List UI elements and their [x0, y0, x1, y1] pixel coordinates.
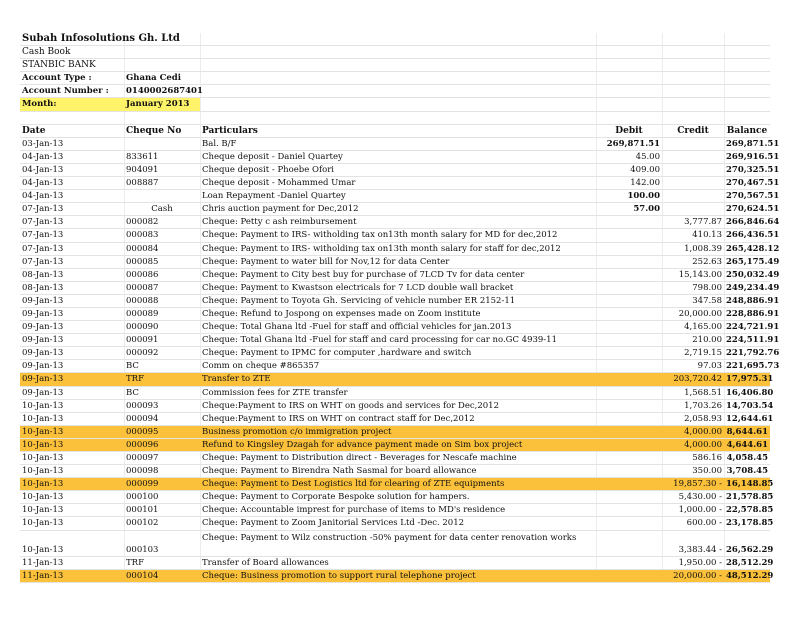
cell-balance: 266,846.64	[726, 217, 780, 228]
cell-debit	[596, 360, 662, 372]
table-row	[20, 190, 780, 203]
cell-date: 09-Jan-13	[22, 308, 64, 319]
table-row	[20, 570, 774, 583]
header-date: Date	[22, 125, 46, 136]
cell-date: 10-Jan-13	[22, 453, 64, 463]
cell-date: 04-Jan-13	[22, 151, 64, 162]
table-row	[20, 531, 774, 557]
cell-debit	[596, 478, 662, 490]
cell-balance: 28,512.29	[726, 557, 774, 568]
cell-debit	[596, 282, 662, 294]
cell-debit	[596, 321, 662, 333]
table-row	[20, 557, 774, 570]
cell-cheque: 000085	[126, 256, 159, 267]
cell-date: 10-Jan-13	[22, 413, 64, 424]
cell-credit: 5,430.00 -	[678, 492, 722, 503]
header-cheque: Cheque No	[126, 125, 182, 136]
cell-date: 11-Jan-13	[22, 557, 64, 568]
company-row	[20, 33, 770, 46]
cell-credit	[662, 203, 724, 215]
cell-particulars: Cheque: Payment to IRS- witholding tax on13th month salary for staff for dec,2012	[202, 243, 561, 254]
cell-credit: 410.13	[692, 230, 722, 241]
transaction-rows	[20, 138, 780, 583]
cell-balance: 48,512.29	[726, 570, 774, 581]
cell-cheque: 000091	[126, 335, 159, 346]
header-debit: Debit	[615, 125, 643, 136]
cell-particulars: Cheque: Payment to Distribution direct - Beverages for Nescafe machine	[202, 453, 517, 463]
cell-date: 08-Jan-13	[22, 282, 64, 293]
cell-balance: 221,695.73	[726, 361, 780, 372]
table-row	[20, 413, 774, 426]
cell-debit	[596, 426, 662, 438]
cell-particulars: Cheque: Total Ghana ltd -Fuel for staff and official vehicles for jan.2013	[202, 322, 512, 333]
cell-debit	[596, 491, 662, 503]
cell-credit: 1,950.00 -	[678, 557, 722, 568]
account-number-label: Account Number :	[22, 86, 109, 97]
cell-date: 03-Jan-13	[22, 138, 64, 149]
cell-credit: 20,000.00 -	[673, 570, 722, 581]
cell-particulars: Cheque: Payment to IPMC for computer ,hardware and switch	[202, 348, 472, 359]
cell-particulars: Cheque: Accountable imprest for purchase of items to MD's residence	[202, 505, 506, 516]
table-row	[20, 465, 770, 478]
table-row	[20, 282, 780, 295]
cell-debit	[596, 308, 662, 320]
cell-date: 07-Jan-13	[22, 230, 64, 241]
cell-cheque: 000100	[126, 492, 159, 503]
cell-debit	[596, 387, 662, 399]
account-number-row	[20, 85, 770, 98]
cell-balance: 4,644.61	[726, 439, 768, 450]
cell-balance: 224,511.91	[726, 335, 780, 346]
cell-cheque: 000099	[126, 479, 159, 490]
cell-date: 09-Jan-13	[22, 322, 64, 333]
cell-balance: 250,032.49	[726, 269, 780, 280]
cell-credit: 1,000.00 -	[678, 505, 722, 516]
column-header-row	[20, 125, 770, 138]
account-type-label: Account Type :	[22, 73, 92, 84]
cell-particulars: Refund to Kingsley Dzagah for advance payment made on Sim box project	[202, 439, 523, 450]
bank-name: STANBIC BANK	[22, 60, 96, 71]
cell-credit: 3,777.87	[684, 217, 722, 228]
cell-cheque: TRF	[126, 557, 144, 568]
cell-cheque: BC	[126, 387, 139, 398]
cell-particulars: Cheque: Payment to Zoom Janitorial Services Ltd -Dec. 2012	[202, 518, 465, 529]
cell-debit: 100.00	[627, 191, 660, 202]
cell-particulars: Cheque: Payment to IRS- witholding tax on13th month salary for MD for dec,2012	[202, 230, 558, 241]
cell-particulars: Comm on cheque #865357	[202, 361, 320, 372]
cell-particulars: Cheque deposit - Phoebe Ofori	[202, 164, 334, 175]
cell-balance: 270,624.51	[726, 204, 780, 215]
cell-cheque: 000101	[126, 505, 159, 516]
cell-credit: 4,165.00	[684, 322, 722, 333]
cell-date: 09-Jan-13	[22, 387, 64, 398]
cell-date: 09-Jan-13	[22, 335, 64, 346]
cell-cheque: 000104	[126, 570, 159, 581]
cell-debit	[596, 531, 662, 556]
cell-cheque: 000090	[126, 322, 159, 333]
cell-debit	[596, 557, 662, 569]
cell-date: 10-Jan-13	[22, 492, 64, 503]
cell-date: 10-Jan-13	[22, 400, 64, 411]
cell-particulars: Chris auction payment for Dec,2012	[202, 204, 359, 215]
cell-cheque: 000088	[126, 295, 159, 306]
cell-credit: 1,008.39	[684, 243, 722, 254]
cell-credit: 350.00	[692, 466, 722, 477]
cell-balance: 249,234.49	[726, 282, 780, 293]
month-value: January 2013	[124, 98, 200, 110]
cell-cheque: 000082	[126, 217, 159, 228]
cell-credit	[662, 138, 724, 150]
cell-date: 09-Jan-13	[22, 348, 64, 359]
cell-cheque: 000103	[126, 544, 159, 555]
cell-date: 04-Jan-13	[22, 164, 64, 175]
cell-particulars: Cheque: Payment to Wilz construction -50% payment for data center renovation works	[202, 532, 577, 543]
month-label: Month:	[20, 98, 124, 110]
cell-particulars: Loan Repayment -Daniel Quartey	[202, 191, 346, 202]
cell-debit	[596, 229, 662, 241]
cell-debit	[596, 295, 662, 307]
header-balance: Balance	[726, 125, 768, 136]
cell-credit	[662, 177, 724, 189]
cell-balance: 8,644.61	[726, 426, 768, 437]
cell-debit: 57.00	[633, 204, 660, 215]
account-type-row	[20, 72, 770, 85]
table-row	[20, 164, 780, 177]
cell-debit: 45.00	[635, 151, 660, 162]
cell-balance: 14,703.54	[726, 400, 774, 411]
cell-credit: 586.16	[692, 453, 722, 463]
table-row	[20, 452, 770, 465]
cell-particulars: Cheque: Payment to Corporate Bespoke solution for hampers.	[202, 492, 470, 503]
table-row	[20, 138, 780, 151]
cell-particulars: Commission fees for ZTE transfer	[202, 387, 348, 398]
account-number-value: 0140002687401	[126, 86, 203, 97]
cell-date: 07-Jan-13	[22, 217, 64, 228]
cell-cheque: 000084	[126, 243, 159, 254]
cell-cheque: 000093	[126, 400, 159, 411]
cell-balance: 248,886.91	[726, 295, 780, 306]
table-row	[20, 295, 780, 308]
cell-debit	[596, 465, 662, 477]
cell-balance: 269,871.51	[726, 138, 780, 149]
cell-credit	[662, 164, 724, 176]
cell-balance: 270,467.51	[726, 178, 780, 189]
cell-debit	[596, 413, 662, 425]
table-row	[20, 243, 780, 256]
cell-particulars: Business promotion c/o immigration project	[202, 426, 392, 437]
cell-credit	[662, 151, 724, 163]
cell-cheque: 833611	[126, 151, 159, 162]
header-credit: Credit	[677, 125, 709, 136]
cell-balance: 265,428.12	[726, 243, 780, 254]
cell-credit: 4,000.00	[684, 439, 722, 450]
cell-balance: 228,886.91	[726, 308, 780, 319]
cell-credit: 2,719.15	[684, 348, 722, 359]
company-name: Subah Infosolutions Gh. Ltd	[22, 33, 180, 44]
cell-balance: 269,916.51	[726, 151, 780, 162]
table-row	[20, 216, 780, 229]
table-row	[20, 203, 780, 216]
cell-date: 08-Jan-13	[22, 269, 64, 280]
cell-particulars: Cheque deposit - Daniel Quartey	[202, 151, 343, 162]
cell-balance: 221,792.76	[726, 348, 780, 359]
cell-balance: 17,975.31	[726, 374, 774, 385]
cell-date: 10-Jan-13	[22, 505, 64, 516]
cell-debit	[596, 243, 662, 255]
cell-credit: 203,720.42	[673, 374, 722, 385]
cell-particulars: Cheque: Refund to Jospong on expenses made on Zoom institute	[202, 308, 481, 319]
cell-debit: 142.00	[630, 178, 660, 189]
cell-cheque: 000094	[126, 413, 159, 424]
cell-debit: 409.00	[630, 164, 660, 175]
cell-debit	[596, 570, 662, 582]
cell-balance: 3,708.45	[726, 466, 768, 477]
cell-debit	[596, 400, 662, 412]
table-row	[20, 426, 770, 439]
cell-balance: 21,578.85	[726, 492, 774, 503]
book-name: Cash Book	[22, 47, 71, 58]
table-row	[20, 491, 774, 504]
table-row	[20, 334, 780, 347]
table-row	[20, 229, 780, 242]
cell-date: 10-Jan-13	[22, 466, 64, 477]
cell-balance: 16,406.80	[726, 387, 774, 398]
cell-credit: 19,857.30 -	[673, 479, 722, 490]
table-row	[20, 387, 774, 400]
cell-cheque: 000102	[126, 518, 159, 529]
cell-date: 10-Jan-13	[22, 426, 64, 437]
cell-cheque: 904091	[126, 164, 159, 175]
cell-date: 10-Jan-13	[22, 544, 64, 555]
cell-date: 09-Jan-13	[22, 361, 64, 372]
table-row	[20, 360, 780, 373]
cell-debit	[596, 504, 662, 516]
cell-particulars: Cheque: Payment to Dest Logistics ltd for clearing of ZTE equipments	[202, 479, 505, 490]
account-type-value: Ghana Cedi	[126, 73, 181, 84]
cell-cheque: 000096	[126, 439, 159, 450]
cell-credit: 2,058.93	[684, 413, 722, 424]
cell-particulars: Cheque deposit - Mohammed Umar	[202, 178, 356, 189]
header-particulars: Particulars	[202, 125, 258, 136]
cell-credit: 347.58	[692, 295, 722, 306]
cell-balance: 23,178.85	[726, 518, 774, 529]
cell-date: 07-Jan-13	[22, 204, 64, 215]
cell-particulars: Cheque: Business promotion to support rural telephone project	[202, 570, 476, 581]
cell-particulars: Cheque: Payment to Toyota Gh. Servicing of vehicle number ER 2152-11	[202, 295, 516, 306]
table-row	[20, 321, 780, 334]
cell-credit: 4,000.00	[684, 426, 722, 437]
cell-cheque: 000089	[126, 308, 159, 319]
table-row	[20, 256, 780, 269]
table-row	[20, 308, 780, 321]
cell-credit: 97.03	[697, 361, 722, 372]
table-row	[20, 177, 780, 190]
cell-debit	[596, 347, 662, 359]
cell-debit	[596, 439, 662, 451]
table-row	[20, 517, 774, 530]
cell-particulars: Cheque:Payment to IRS on WHT on goods and services for Dec,2012	[202, 400, 499, 411]
cell-balance: 270,567.51	[726, 191, 780, 202]
cell-balance: 270,325.51	[726, 164, 780, 175]
cell-particulars: Cheque: Payment to City best buy for purchase of 7LCD Tv for data center	[202, 269, 525, 280]
cell-date: 04-Jan-13	[22, 191, 64, 202]
table-row	[20, 373, 774, 386]
cell-date: 04-Jan-13	[22, 178, 64, 189]
cell-balance: 12,644.61	[726, 413, 774, 424]
cell-credit: 1,568.51	[684, 387, 722, 398]
cell-credit: 210.00	[692, 335, 722, 346]
cell-particulars: Cheque: Total Ghana ltd -Fuel for staff and card processing for car no.GC 4939-11	[202, 335, 557, 346]
month-row	[20, 98, 770, 111]
table-row	[20, 151, 780, 164]
cell-date: 07-Jan-13	[22, 243, 64, 254]
cell-debit	[596, 269, 662, 281]
cell-balance: 16,148.85	[726, 479, 774, 490]
cell-balance: 224,721.91	[726, 322, 780, 333]
cell-particulars: Bal. B/F	[202, 138, 237, 149]
spacer-row	[20, 112, 770, 125]
cell-credit: 252.63	[692, 256, 722, 267]
cell-particulars: Cheque: Payment to water bill for Nov,12 for data Center	[202, 256, 450, 267]
cell-debit	[596, 373, 662, 385]
cell-debit	[596, 216, 662, 228]
cell-cheque: TRF	[126, 374, 144, 385]
cell-date: 10-Jan-13	[22, 439, 64, 450]
cell-cheque: Cash	[151, 204, 173, 215]
cell-particulars: Cheque: Petty c ash reimbursement	[202, 217, 357, 228]
cell-credit: 600.00 -	[686, 518, 722, 529]
cell-credit: 1,703.26	[684, 400, 722, 411]
cell-particulars: Cheque: Payment to Kwastson electricals for 7 LCD double wall bracket	[202, 282, 514, 293]
cell-cheque: 000092	[126, 348, 159, 359]
cash-book-sheet	[20, 33, 780, 583]
cell-debit	[596, 256, 662, 268]
cell-cheque	[124, 190, 200, 202]
cell-cheque	[124, 138, 200, 150]
cell-date: 10-Jan-13	[22, 479, 64, 490]
cell-cheque: 000097	[126, 453, 159, 463]
cell-debit	[596, 334, 662, 346]
cell-balance: 266,436.51	[726, 230, 780, 241]
cell-date: 07-Jan-13	[22, 256, 64, 267]
cell-date: 09-Jan-13	[22, 374, 64, 385]
cell-cheque: BC	[126, 361, 139, 372]
cell-particulars: Cheque:Payment to IRS on WHT on contract staff for Dec,2012	[202, 413, 475, 424]
cell-particulars: Transfer of Board allowances	[202, 557, 329, 568]
cell-balance: 22,578.85	[726, 505, 774, 516]
book-row	[20, 46, 770, 59]
cell-cheque: 008887	[126, 178, 159, 189]
cell-particulars: Cheque: Payment to Birendra Nath Sasmal for board allowance	[202, 466, 477, 477]
cell-credit: 15,143.00	[678, 269, 722, 280]
cell-date: 09-Jan-13	[22, 295, 64, 306]
cell-credit: 798.00	[692, 282, 722, 293]
table-row	[20, 269, 780, 282]
table-row	[20, 347, 780, 360]
cell-cheque: 000086	[126, 269, 159, 280]
cell-particulars: Transfer to ZTE	[202, 374, 271, 385]
cell-balance: 265,175.49	[726, 256, 780, 267]
cell-date: 11-Jan-13	[22, 570, 64, 581]
cell-credit	[662, 190, 724, 202]
cell-debit	[596, 517, 662, 529]
cell-cheque: 000095	[126, 426, 159, 437]
cell-cheque: 000083	[126, 230, 159, 241]
cell-date: 10-Jan-13	[22, 518, 64, 529]
cell-balance: 4,058.45	[726, 453, 768, 463]
cell-credit: 20,000.00	[678, 308, 722, 319]
cell-debit	[596, 452, 662, 464]
bank-row	[20, 59, 770, 72]
table-row	[20, 504, 774, 517]
cell-credit: 3,383.44 -	[678, 544, 722, 555]
cell-balance: 26,562.29	[726, 544, 774, 555]
cell-cheque: 000098	[126, 466, 159, 477]
table-row	[20, 478, 774, 491]
table-row	[20, 400, 774, 413]
table-row	[20, 439, 770, 452]
cell-cheque: 000087	[126, 282, 159, 293]
cell-debit: 269,871.51	[606, 138, 660, 149]
